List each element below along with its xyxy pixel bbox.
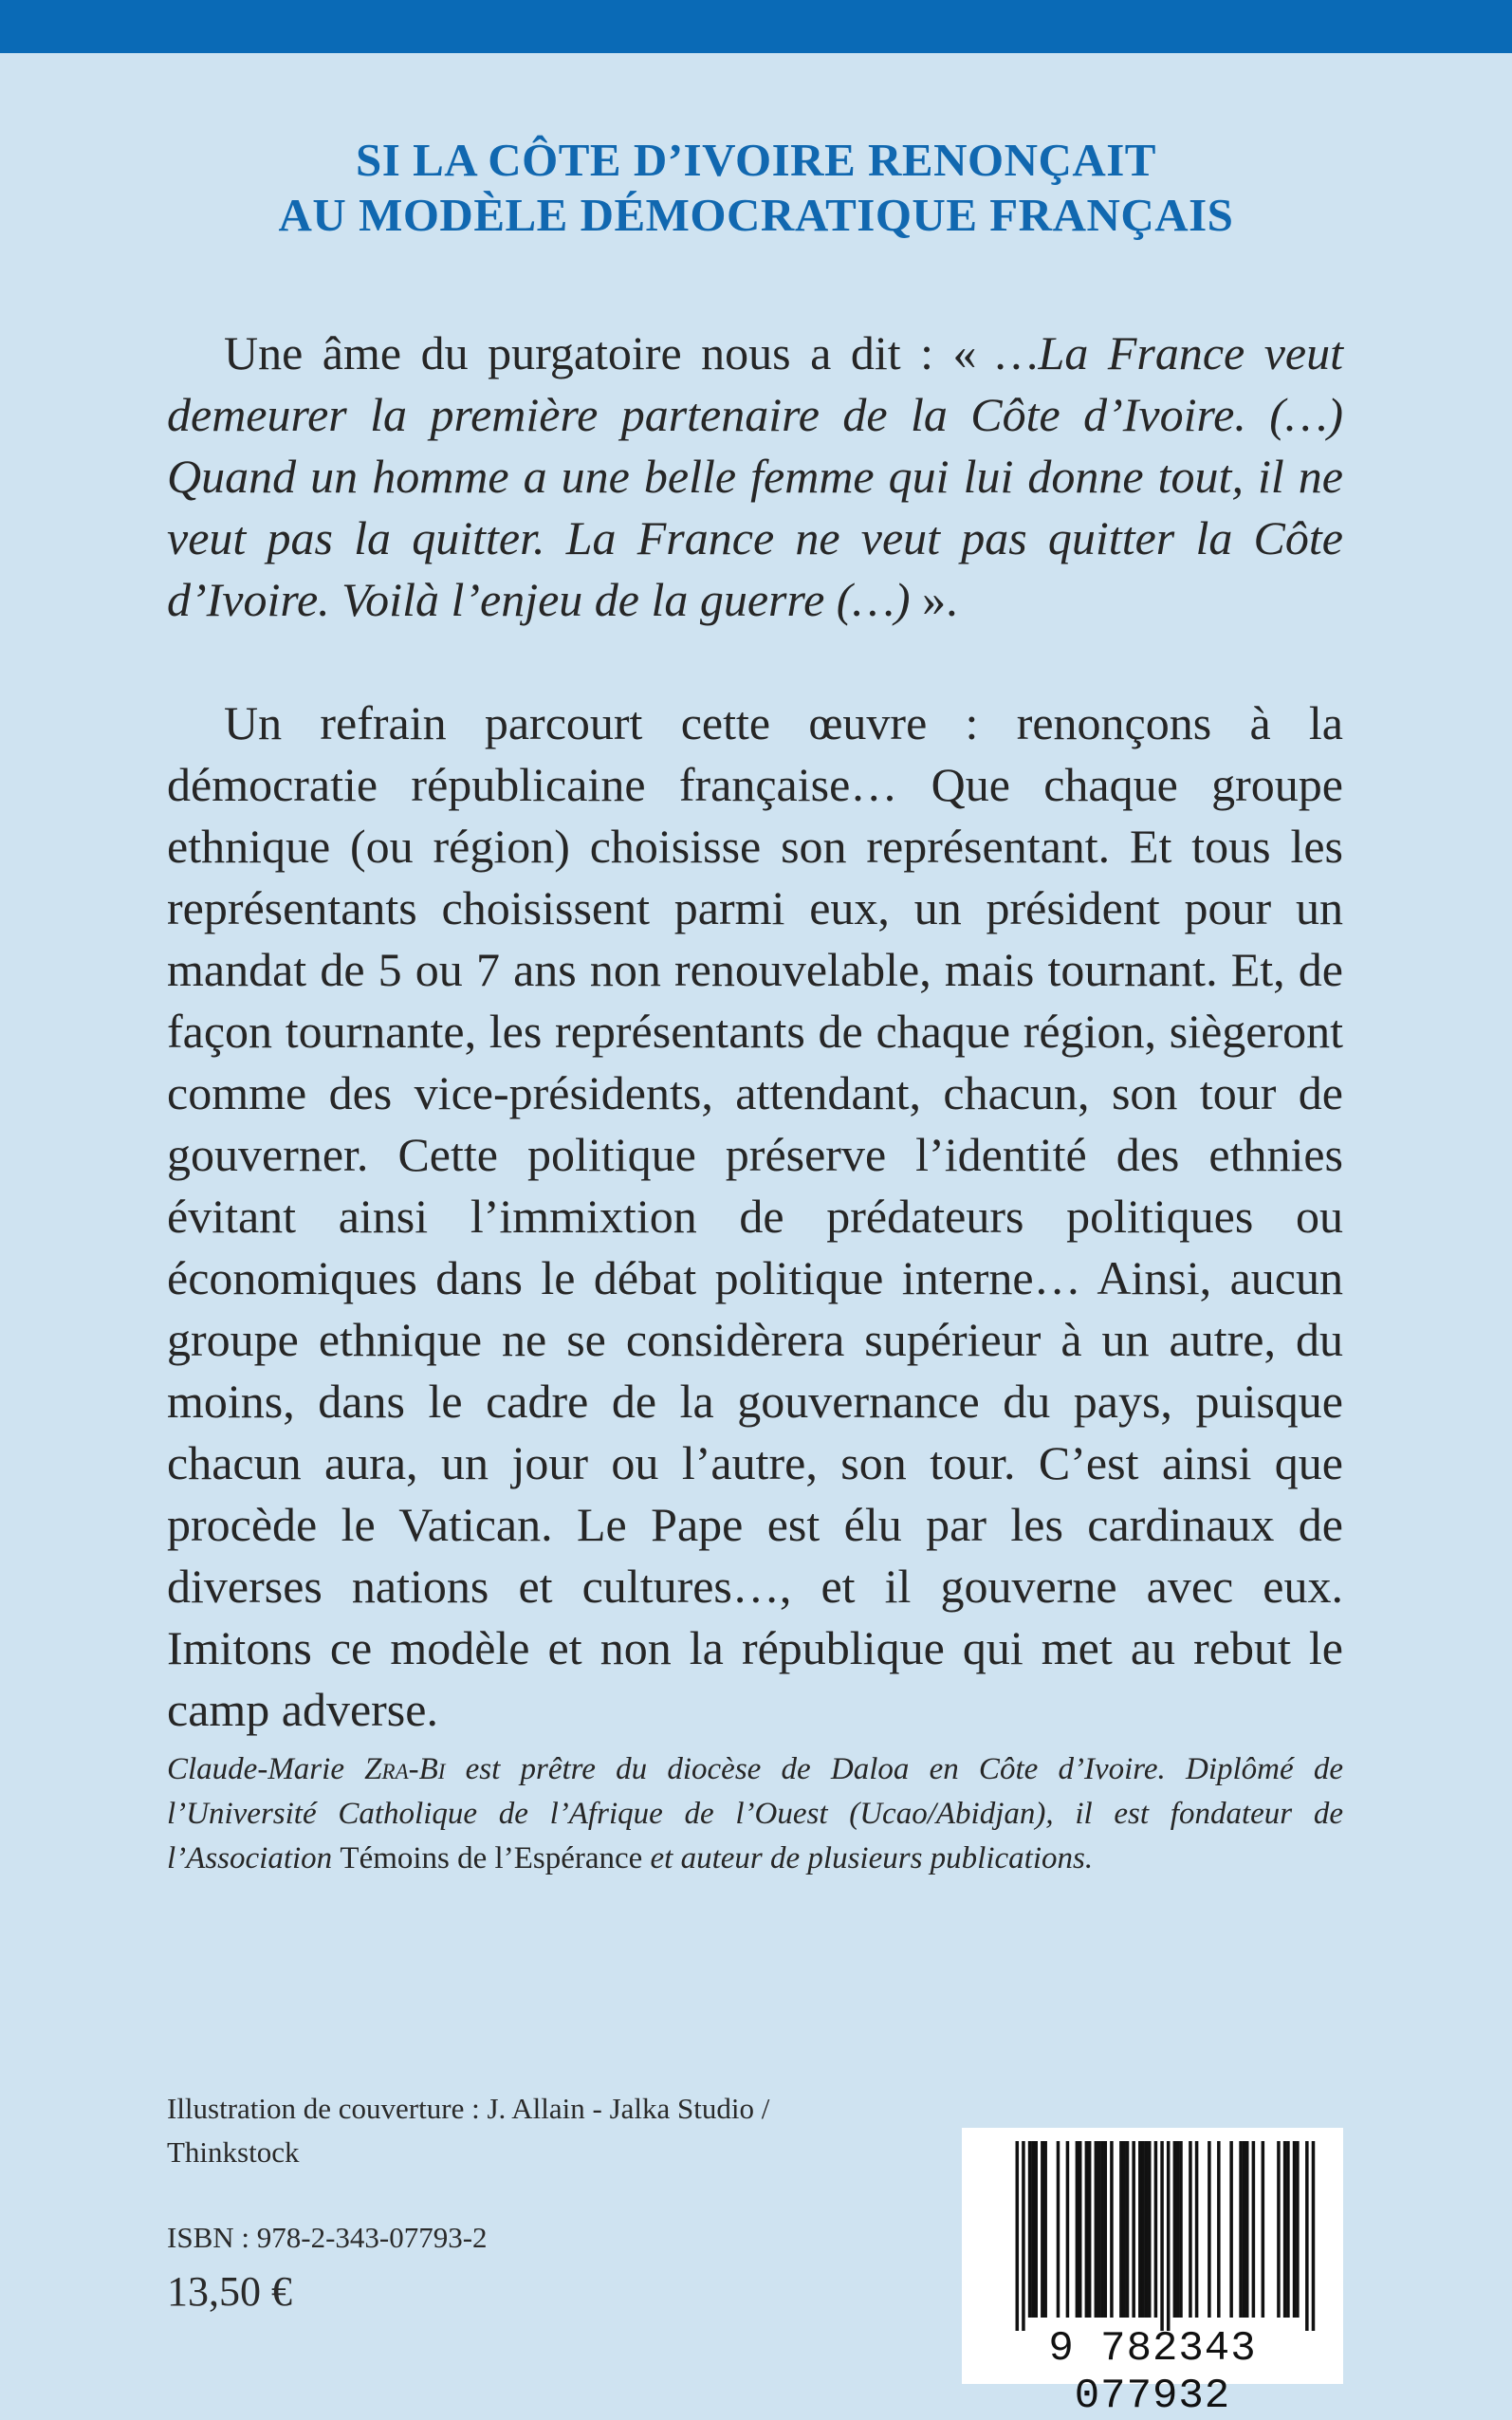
association-name: Témoins de l’Espérance bbox=[340, 1841, 643, 1875]
quote-italic: …La France veut demeurer la première partenaire de la Côte d’Ivoire. (…) Quand un homme a une belle femme qui lui donne tout, il ne veut pas la quitter. La France ne veut pas quitter la Côte d’Ivoire. Voilà l’enjeu de la guerre (…) bbox=[167, 326, 1343, 626]
barcode-bar bbox=[1028, 2141, 1032, 2318]
barcode-bar bbox=[1110, 2141, 1114, 2318]
author-bio bbox=[167, 1747, 1343, 1881]
barcode-bar bbox=[1126, 2141, 1130, 2318]
quote-end: ». bbox=[910, 573, 958, 626]
barcode-bar bbox=[1208, 2141, 1211, 2318]
barcode-bar bbox=[1148, 2141, 1152, 2318]
quote-lead: Une âme du purgatoire nous a dit : « bbox=[224, 326, 997, 379]
barcode-bar bbox=[1283, 2141, 1287, 2318]
bio-text-1: est prêtre du diocèse de Daloa en Côte d’Ivoire. Diplômé de l’Université Catholique de l’Afrique de l’Ouest (Ucao/Abidjan), il est fondateur de l’Association bbox=[167, 1752, 1343, 1875]
barcode-bar bbox=[1217, 2141, 1221, 2318]
barcode-bar bbox=[1167, 2141, 1171, 2331]
barcode-bar bbox=[1154, 2141, 1158, 2318]
barcode-bar bbox=[1095, 2141, 1098, 2318]
barcode-bar bbox=[1141, 2141, 1145, 2318]
barcode-bar bbox=[1085, 2141, 1089, 2318]
barcode-bar bbox=[1176, 2141, 1180, 2318]
barcode-bar bbox=[1195, 2141, 1199, 2318]
barcode-bar bbox=[1119, 2141, 1123, 2318]
barcode-bar bbox=[1305, 2141, 1309, 2331]
author-first-name: Claude-Marie bbox=[167, 1752, 365, 1786]
illustration-credits: Illustration de couverture : J. Allain - Jalka Studio / Thinkstock bbox=[167, 2092, 770, 2169]
barcode-bar bbox=[1252, 2141, 1256, 2318]
barcode-bar bbox=[1016, 2141, 1020, 2331]
quote-paragraph bbox=[167, 323, 1343, 631]
barcode-bar bbox=[1145, 2141, 1149, 2318]
back-cover-title bbox=[0, 133, 1512, 243]
summary-text: Un refrain parcourt cette œuvre : renonçons à la démocratie républicaine française… Que chaque groupe ethnique (ou région) choisisse son représentant. Et tous les représentants choisissent parmi eux, un président pour un mandat de 5 ou 7 ans non renouvelable, mais tournant. Et, de façon tournante, les représentants de chaque région, siègeront comme des vice-présidents, attendant, chacun, son tour de gouverner. Cette politique préserve l’identité des ethnies évitant ainsi l’immixtion de prédateurs politiques ou économiques dans le débat politique interne… Ainsi, aucun groupe ethnique ne se considèrera supérieur à un autre, du moins, dans le cadre de la gouvernance du pays, puisque chacun aura, un jour ou l’autre, son tour. C’est ainsi que procède le Vatican. Le Pape est élu par les cardinaux de diverses nations et cultures…, et il gouverne avec eux. Imitons ce modèle et non la république qui met au rebut le camp adverse. bbox=[167, 696, 1343, 1736]
title-line-1: SI LA CÔTE D’IVOIRE RENONÇAIT bbox=[356, 134, 1156, 186]
barcode-bar bbox=[1160, 2141, 1164, 2331]
summary-paragraph bbox=[167, 693, 1343, 1741]
barcode bbox=[962, 2128, 1343, 2420]
barcode-bar bbox=[1122, 2141, 1126, 2318]
barcode-bar bbox=[1057, 2141, 1060, 2318]
isbn: ISBN : 978-2-343-07793-2 bbox=[167, 2221, 488, 2254]
barcode-bar bbox=[1239, 2141, 1243, 2318]
barcode-bar bbox=[1034, 2141, 1038, 2318]
barcode-bar bbox=[1079, 2141, 1082, 2318]
barcode-bar bbox=[1262, 2141, 1265, 2318]
barcode-bar bbox=[1229, 2141, 1233, 2318]
barcode-bar bbox=[1022, 2141, 1025, 2331]
barcode-bar bbox=[1189, 2141, 1192, 2318]
barcode-bar bbox=[1066, 2141, 1070, 2318]
barcode-bar bbox=[1173, 2141, 1177, 2318]
barcode-bar bbox=[1076, 2141, 1079, 2318]
barcode-bar bbox=[1097, 2141, 1101, 2318]
barcode-bar bbox=[1179, 2141, 1183, 2318]
bio-text-2: et auteur de plusieurs publications. bbox=[642, 1841, 1094, 1875]
barcode-bar bbox=[1041, 2141, 1044, 2318]
barcode-bar bbox=[1243, 2141, 1246, 2318]
barcode-bar bbox=[1088, 2141, 1092, 2318]
title-line-2: AU MODÈLE DÉMOCRATIQUE FRANÇAIS bbox=[278, 189, 1234, 241]
barcode-bars bbox=[981, 2141, 1324, 2331]
author-last-name: Zra-Bi bbox=[364, 1752, 446, 1786]
barcode-bar bbox=[1296, 2141, 1300, 2318]
top-color-bar bbox=[0, 0, 1512, 53]
barcode-bar bbox=[1277, 2141, 1281, 2318]
barcode-bar bbox=[1138, 2141, 1142, 2318]
barcode-bar bbox=[1104, 2141, 1108, 2318]
barcode-bar bbox=[1031, 2141, 1035, 2318]
barcode-bar bbox=[1245, 2141, 1249, 2318]
barcode-bar bbox=[1286, 2141, 1290, 2318]
barcode-digits: 9 782343 077932 bbox=[1048, 2325, 1257, 2420]
barcode-bar bbox=[1293, 2141, 1297, 2318]
barcode-bar bbox=[1132, 2141, 1135, 2318]
barcode-bar bbox=[1100, 2141, 1104, 2318]
barcode-bar bbox=[1043, 2141, 1047, 2318]
barcode-bar bbox=[1312, 2141, 1316, 2331]
price: 13,50 € bbox=[167, 2268, 292, 2315]
